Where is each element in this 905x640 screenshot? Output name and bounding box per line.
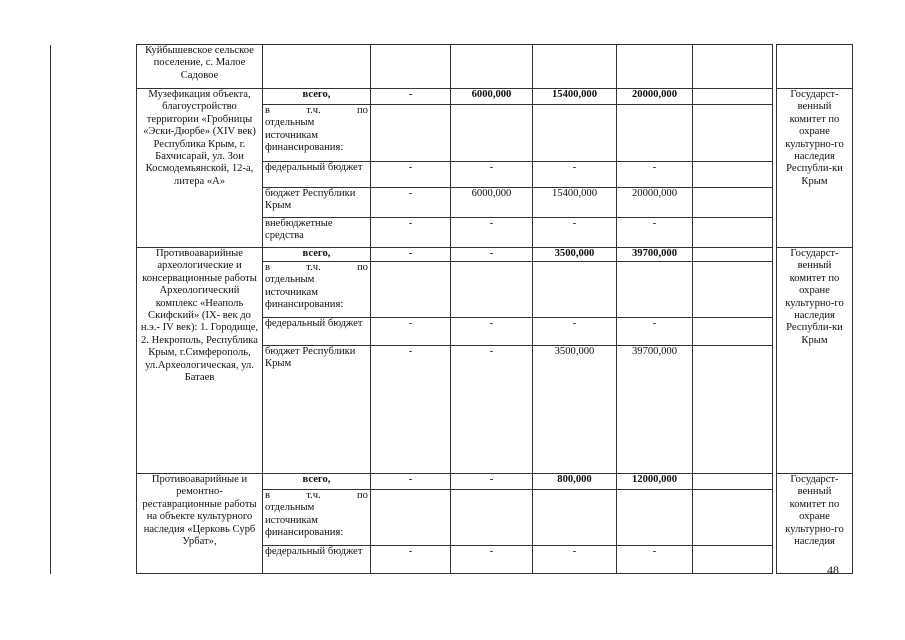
source-word: по [357, 105, 368, 116]
value-cell: - [533, 318, 617, 346]
value-cell [451, 262, 533, 318]
value-cell [617, 490, 693, 546]
source-text: всего, [302, 248, 331, 259]
object-cell: Музефикация объекта, благоустройство территории «Гробницы «Эски-Дюрбе» (XIV век) Республика Крым, г. Бахчисарай, ул. Зои Космодемьянской, 12-а, литера «А» [137, 89, 263, 248]
value-cell [451, 490, 533, 546]
value-cell [371, 262, 451, 318]
value-cell [693, 474, 773, 490]
source-split-line [265, 105, 368, 117]
responsible-cell [777, 45, 853, 89]
source-split-line [265, 262, 368, 274]
source-cell [263, 45, 371, 89]
row-number-cell [51, 248, 137, 474]
source-word: в [265, 262, 271, 273]
source-text: внебюджетные средства [265, 218, 333, 242]
object-cell: Противоаварийные и ремонтно-реставрационные работы на объекте культурного наследия «Церковь Сурб Урбат», [137, 474, 263, 574]
source-text: всего, [302, 474, 331, 485]
value-cell [371, 45, 451, 89]
value-cell: 15400,000 [533, 89, 617, 105]
source-text: всего, [302, 89, 331, 100]
value-cell: - [451, 318, 533, 346]
table-row [51, 248, 853, 262]
value-cell: 20000,000 [617, 89, 693, 105]
value-cell: - [533, 218, 617, 248]
value-cell [693, 45, 773, 89]
source-word: т.ч. [306, 105, 321, 116]
source-cell [263, 474, 371, 490]
value-cell [693, 346, 773, 474]
page-number: 48 [827, 563, 839, 577]
value-cell [617, 105, 693, 162]
source-word: по [357, 262, 368, 273]
table-row [51, 474, 853, 490]
value-cell: 15400,000 [533, 188, 617, 218]
value-cell: 3500,000 [533, 346, 617, 474]
source-text: отдельным источникам финансирования: [265, 274, 344, 311]
value-cell [371, 105, 451, 162]
object-cell: Противоаварийные археологические и консервационные работы Археологический комплекс «Неаполь Скифский» (IX- век до н.э.- IV век): 1. Городище, 2. Некрополь, Республика Крым, г.Симферополь, ул.Археологическая, ул. Батаев [137, 248, 263, 474]
row-number-cell [51, 89, 137, 248]
source-text: федеральный бюджет [265, 318, 363, 329]
source-cell [263, 490, 371, 546]
source-text: отдельным источникам финансирования: [265, 502, 344, 539]
table-row [51, 45, 853, 89]
responsible-cell: Государст-венный комитет по охране культурно-го наследия [777, 474, 853, 574]
value-cell: - [371, 218, 451, 248]
value-cell: - [371, 546, 451, 574]
value-cell: 6000,000 [451, 188, 533, 218]
value-cell: 20000,000 [617, 188, 693, 218]
value-cell: - [451, 474, 533, 490]
value-cell [533, 262, 617, 318]
responsible-cell: Государст-венный комитет по охране культурно-го наследия Республи-ки Крым [777, 248, 853, 474]
value-cell [533, 490, 617, 546]
source-word: в [265, 490, 271, 501]
source-cell [263, 162, 371, 188]
source-cell [263, 105, 371, 162]
value-cell [693, 89, 773, 105]
value-cell: 3500,000 [533, 248, 617, 262]
value-cell: - [451, 218, 533, 248]
source-cell [263, 262, 371, 318]
source-cell [263, 248, 371, 262]
value-cell: - [533, 162, 617, 188]
source-cell [263, 218, 371, 248]
value-cell [693, 162, 773, 188]
row-number-cell [51, 45, 137, 89]
value-cell [533, 45, 617, 89]
budget-table [50, 44, 853, 574]
value-cell: - [371, 162, 451, 188]
value-cell [693, 262, 773, 318]
value-cell: - [617, 546, 693, 574]
value-cell: 39700,000 [617, 346, 693, 474]
source-text: федеральный бюджет [265, 162, 363, 173]
value-cell [693, 318, 773, 346]
object-cell: Куйбышевское сельское поселение, с. Малое Садовое [137, 45, 263, 89]
value-cell: - [451, 546, 533, 574]
value-cell: - [617, 162, 693, 188]
value-cell: - [617, 218, 693, 248]
value-cell [371, 490, 451, 546]
value-cell: 800,000 [533, 474, 617, 490]
value-cell [693, 218, 773, 248]
value-cell: - [371, 346, 451, 474]
value-cell: 39700,000 [617, 248, 693, 262]
value-cell: 6000,000 [451, 89, 533, 105]
row-number-cell [51, 474, 137, 574]
value-cell [617, 262, 693, 318]
source-word: т.ч. [306, 262, 321, 273]
value-cell [693, 546, 773, 574]
value-cell [533, 105, 617, 162]
table-row [51, 89, 853, 105]
source-word: по [357, 490, 368, 501]
value-cell: - [371, 188, 451, 218]
value-cell [693, 248, 773, 262]
value-cell: - [451, 346, 533, 474]
source-word: т.ч. [306, 490, 321, 501]
value-cell [693, 490, 773, 546]
value-cell [617, 45, 693, 89]
source-cell [263, 89, 371, 105]
value-cell: - [371, 318, 451, 346]
value-cell: - [533, 546, 617, 574]
source-cell [263, 188, 371, 218]
source-text: федеральный бюджет [265, 546, 363, 557]
value-cell [693, 105, 773, 162]
source-cell [263, 318, 371, 346]
value-cell: - [451, 248, 533, 262]
value-cell [451, 45, 533, 89]
responsible-cell: Государст-венный комитет по охране культурно-го наследия Республи-ки Крым [777, 89, 853, 248]
value-cell: - [371, 474, 451, 490]
value-cell: - [451, 162, 533, 188]
source-text: отдельным источникам финансирования: [265, 117, 344, 154]
value-cell [451, 105, 533, 162]
source-word: в [265, 105, 271, 116]
source-cell [263, 346, 371, 474]
value-cell: - [617, 318, 693, 346]
value-cell: - [371, 248, 451, 262]
source-cell [263, 546, 371, 574]
source-split-line [265, 490, 368, 502]
table-body [51, 45, 853, 574]
value-cell: - [371, 89, 451, 105]
value-cell: 12000,000 [617, 474, 693, 490]
source-text: бюджет Республики Крым [265, 188, 356, 212]
source-text: бюджет Республики Крым [265, 346, 356, 370]
value-cell [693, 188, 773, 218]
